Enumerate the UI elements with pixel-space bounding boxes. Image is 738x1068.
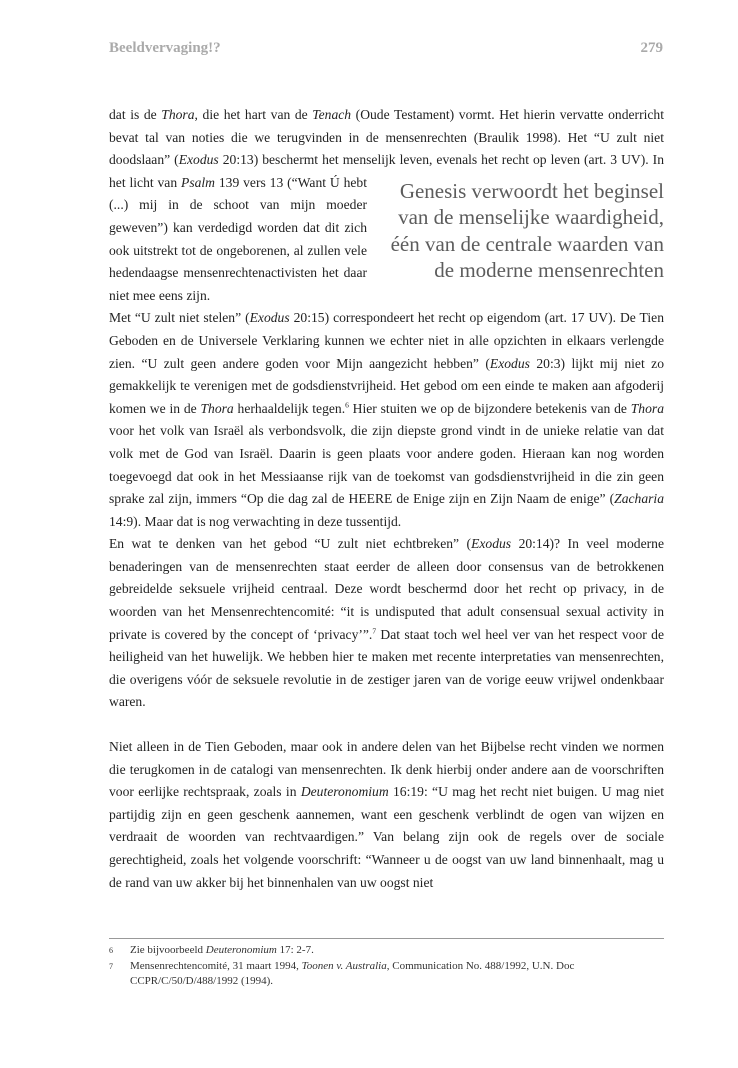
body-text <box>109 104 664 894</box>
paragraph: Niet alleen in de Tien Geboden, maar ook in andere delen van het Bijbelse recht vinden we normen die terugkomen in de catalogi van mensenrechten. Ik denk hierbij onder andere aan de voorschriften voor eerlijke rechtspraak, zoals in Deuteronomium 16:19: “U mag het recht niet buigen. U mag niet partijdig zijn en geen geschenk aannemen, want een geschenk verblindt de ogen van wijzen en verdraait de woorden van rechtvaardigen.” Van belang zijn ook de regels over de sociale gerechtigheid, zoals het volgende voorschrift: “Wanneer u de oogst van uw land binnenhaalt, mag u de rand van uw akker bij het binnenhalen van uw oogst niet <box>109 739 664 890</box>
paragraph-gap <box>109 714 664 736</box>
page-number: 279 <box>640 40 663 56</box>
page-header <box>109 40 663 62</box>
footnote-ref[interactable]: 7 <box>372 626 377 636</box>
footnote: 6 Zie bijvoorbeeld Deuteronomium 17: 2-7. <box>109 943 664 959</box>
footnote: 7 Mensenrechtencomité, 31 maart 1994, Toonen v. Australia, Communication No. 488/1992, U.N. Doc CCPR/C/50/D/488/1992 (1994). <box>109 959 575 987</box>
paragraph: dat is de Thora, die het hart van de Tenach (Oude Testament) vormt. Het hierin vervatte onderricht bevat tal van noties die we terugvinden in de mensenrechten (Braulik 1998). Het “U zult niet doodslaan” (Exodus 20:13) beschermt het menselijk leven, evenals het recht op leven (art. 3 UV). In het licht van Psalm Genesis verwoordt het beginsel van de menselijke waardigheid, één van de centrale waarden van de moderne mensenrechten 139 vers 13 (“Want Ú hebt (...) mij in de schoot van mijn moeder geweven”) kan verdedigd worden dat dit zich ook uitstrekt tot de ongeborenen, al zullen vele hedendaagse mensenrechtenactivisten het daar niet mee eens zijn. <box>109 107 664 303</box>
footnote-ref[interactable]: 6 <box>345 400 349 410</box>
paragraph: En wat te denken van het gebod “U zult niet echtbreken” (Exodus 20:14)? In veel moderne benaderingen van de mensenrechten staat eerder de alleen door consensus van de betrokkenen gebreidelde seksuele vrijheid centraal. Deze wordt beschermd door het recht op privacy, in de woorden van het Mensenrechtencomité: “it is undisputed that adult consensual sexual activity in private is covered by the concept of ‘privacy’”.$^7$ Dat staat toch wel heel ver van het respect voor de heiligheid van het huwelijk. We hebben hier te maken met recente interpretaties van mensenrechten, die overigens vóór de seksuele revolutie in de zestiger jaren van de vorige eeuw vrijwel ondenkbaar waren. <box>109 536 664 710</box>
footnote-number: 7 <box>109 961 113 971</box>
paragraph: Met “U zult niet stelen” (Exodus 20:15) correspondeert het recht op eigendom (art. 17 UV). De Tien Geboden en de Universele Verklaring kunnen we echter niet in alle opzichten in elkaars verlengde zien. “U zult geen andere goden voor Mijn aangezicht hebben” (Exodus 20:3) lijkt mij niet zo gemakkelijk te verenigen met de godsdienstvrijheid. Het gebod om een einde te maken aan afgoderij komen we in de Thora herhaaldelijk tegen.$^6$ Hier stuiten we op de bijzondere betekenis van de Thora voor het volk van Israël als verbondsvolk, die zijn diepste grond vindt in de unieke relatie van dat volk met de God van Israël. Daarin is geen plaats voor andere goden. Hieraan kan nog worden toegevoegd dat ook in het Messiaanse rijk van de toekomst van godsdienstvrijheid in die zin geen sprake zal zijn, immers “Op die dag zal de HEERE de Enige zijn en Zijn Naam de enige” (Zacharia 14:9). Maar dat is nog verwachting in deze tussentijd. <box>109 310 664 529</box>
footnote-number: 6 <box>109 946 113 955</box>
running-title: Beeldvervaging!? <box>109 40 221 56</box>
pull-quote: Genesis verwoordt het beginsel van de menselijke waardigheid, één van de centrale waarden van de moderne mensenrechten <box>390 178 664 283</box>
footnotes <box>109 938 664 990</box>
